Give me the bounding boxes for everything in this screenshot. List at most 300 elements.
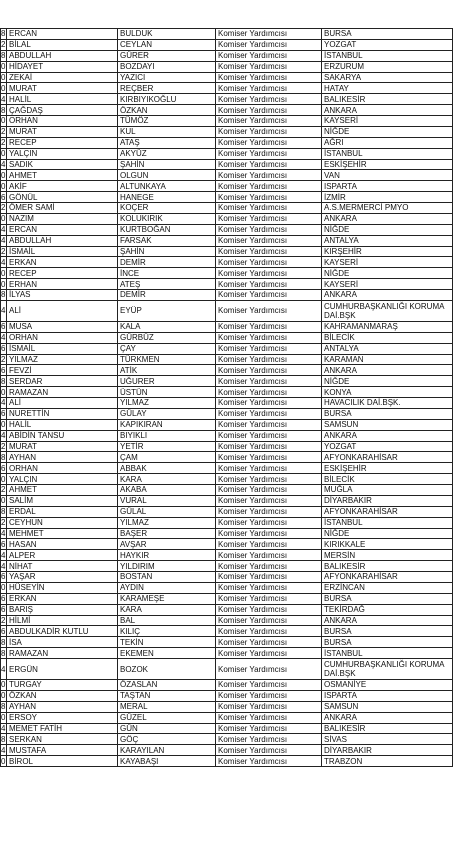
table-row — [1, 279, 453, 290]
table-row — [1, 572, 453, 583]
assignment-cell: ANKARA — [322, 290, 453, 301]
first-name-cell: MURAT — [7, 83, 118, 94]
assignment-cell: MUĞLA — [322, 485, 453, 496]
assignment-cell: ESKİŞEHİR — [322, 159, 453, 170]
table-row — [1, 615, 453, 626]
first-name-cell: ERSOY — [7, 712, 118, 723]
rank-cell: Komiser Yardımcısı — [216, 712, 322, 723]
assignment-cell: YOZGAT — [322, 441, 453, 452]
first-name-cell: ÇAĞDAŞ — [7, 105, 118, 116]
first-name-cell: TURGAY — [7, 680, 118, 691]
row-number-cell: 4 — [1, 94, 6, 104]
last-name-cell: TEKİN — [118, 637, 216, 648]
last-name-cell: HAYKIR — [118, 550, 216, 561]
last-name-cell: ÜSTÜN — [118, 387, 216, 398]
last-name-cell: ATİK — [118, 365, 216, 376]
rank-cell: Komiser Yardımcısı — [216, 648, 322, 659]
table-row — [1, 528, 453, 539]
last-name-cell: BAŞER — [118, 528, 216, 539]
row-number-cell: 0 — [1, 62, 6, 72]
last-name-cell: AVŞAR — [118, 539, 216, 550]
table-row — [1, 593, 453, 604]
rank-cell: Komiser Yardımcısı — [216, 354, 322, 365]
table-row — [1, 257, 453, 268]
row-number-cell: 2 — [1, 485, 6, 495]
first-name-cell: NİHAT — [7, 561, 118, 572]
row-number-cell: 8 — [1, 290, 6, 300]
table-row — [1, 61, 453, 72]
rank-cell: Komiser Yardımcısı — [216, 517, 322, 528]
rank-cell: Komiser Yardımcısı — [216, 105, 322, 116]
row-number-cell: 2 — [1, 354, 6, 364]
last-name-cell: UĞURER — [118, 376, 216, 387]
table-body — [1, 29, 453, 767]
assignment-cell: NİĞDE — [322, 224, 453, 235]
assignment-cell: ERZİNCAN — [322, 582, 453, 593]
table-row — [1, 29, 453, 40]
table-row — [1, 430, 453, 441]
assignment-cell: ISPARTA — [322, 690, 453, 701]
table-row — [1, 94, 453, 105]
table-row — [1, 105, 453, 116]
row-number-cell: 8 — [1, 376, 6, 386]
rank-cell: Komiser Yardımcısı — [216, 192, 322, 203]
rank-cell: Komiser Yardımcısı — [216, 734, 322, 745]
table-row — [1, 539, 453, 550]
first-name-cell: HİLMİ — [7, 615, 118, 626]
table-row — [1, 148, 453, 159]
table-row — [1, 517, 453, 528]
assignment-cell: BURSA — [322, 637, 453, 648]
first-name-cell: ABDULKADİR KUTLU — [7, 626, 118, 637]
row-number-cell: 8 — [1, 507, 6, 517]
assignment-cell: YOZGAT — [322, 39, 453, 50]
table-row — [1, 701, 453, 712]
rank-cell: Komiser Yardımcısı — [216, 365, 322, 376]
last-name-cell: YILMAZ — [118, 398, 216, 409]
first-name-cell: RAMAZAN — [7, 387, 118, 398]
row-number-cell: 0 — [1, 680, 6, 690]
assignment-cell: İSTANBUL — [322, 648, 453, 659]
first-name-cell: HALİL — [7, 419, 118, 430]
first-name-cell: HASAN — [7, 539, 118, 550]
last-name-cell: KOLUKIRIK — [118, 213, 216, 224]
rank-cell: Komiser Yardımcısı — [216, 203, 322, 214]
first-name-cell: NAZIM — [7, 213, 118, 224]
first-name-cell: AHMET — [7, 485, 118, 496]
first-name-cell: ALİ — [7, 300, 118, 321]
first-name-cell: SERDAR — [7, 376, 118, 387]
first-name-cell: AYHAN — [7, 701, 118, 712]
rank-cell: Komiser Yardımcısı — [216, 137, 322, 148]
rank-cell: Komiser Yardımcısı — [216, 94, 322, 105]
table-row — [1, 745, 453, 756]
rank-cell: Komiser Yardımcısı — [216, 756, 322, 767]
rank-cell: Komiser Yardımcısı — [216, 604, 322, 615]
assignment-cell: DİYARBAKIR — [322, 495, 453, 506]
assignment-cell: İSTANBUL — [322, 517, 453, 528]
assignment-cell: AFYONKARAHİSAR — [322, 572, 453, 583]
last-name-cell: GÜLAL — [118, 506, 216, 517]
table-row — [1, 159, 453, 170]
assignment-cell: SAKARYA — [322, 72, 453, 83]
row-number-cell: 6 — [1, 539, 6, 549]
assignment-cell: ANKARA — [322, 105, 453, 116]
last-name-cell: KURTBOĞAN — [118, 224, 216, 235]
assignment-cell: ANKARA — [322, 365, 453, 376]
table-row — [1, 712, 453, 723]
row-number-cell: 4 — [1, 723, 6, 733]
rank-cell: Komiser Yardımcısı — [216, 268, 322, 279]
row-number-cell: 0 — [1, 420, 6, 430]
last-name-cell: REÇBER — [118, 83, 216, 94]
assignment-cell: A.S.MERMERCİ PMYO — [322, 203, 453, 214]
first-name-cell: ÖZKAN — [7, 690, 118, 701]
table-row — [1, 321, 453, 332]
first-name-cell: AHMET — [7, 170, 118, 181]
row-number-cell: 2 — [1, 203, 6, 213]
rank-cell: Komiser Yardımcısı — [216, 72, 322, 83]
first-name-cell: İSA — [7, 637, 118, 648]
rank-cell: Komiser Yardımcısı — [216, 213, 322, 224]
table-row — [1, 680, 453, 691]
first-name-cell: MEMET FATİH — [7, 723, 118, 734]
rank-cell: Komiser Yardımcısı — [216, 332, 322, 343]
rank-cell: Komiser Yardımcısı — [216, 430, 322, 441]
assignment-cell: ANTALYA — [322, 343, 453, 354]
row-number-cell: 0 — [1, 713, 6, 723]
rank-cell: Komiser Yardımcısı — [216, 148, 322, 159]
last-name-cell: GÜN — [118, 723, 216, 734]
assignment-cell: BURSA — [322, 626, 453, 637]
assignment-cell: KIRŞEHİR — [322, 246, 453, 257]
row-number-cell: 6 — [1, 344, 6, 354]
rank-cell: Komiser Yardımcısı — [216, 463, 322, 474]
table-row — [1, 756, 453, 767]
last-name-cell: ABBAK — [118, 463, 216, 474]
row-number-cell: 6 — [1, 626, 6, 636]
table-row — [1, 723, 453, 734]
last-name-cell: GÜRBÜZ — [118, 332, 216, 343]
rank-cell: Komiser Yardımcısı — [216, 572, 322, 583]
first-name-cell: SALİM — [7, 495, 118, 506]
table-row — [1, 506, 453, 517]
last-name-cell: YILMAZ — [118, 517, 216, 528]
row-number-cell: 8 — [1, 637, 6, 647]
assignment-cell: ISPARTA — [322, 181, 453, 192]
row-number-cell: 4 — [1, 528, 6, 538]
assignment-cell: ESKİŞEHİR — [322, 463, 453, 474]
rank-cell: Komiser Yardımcısı — [216, 474, 322, 485]
first-name-cell: ZEKAİ — [7, 72, 118, 83]
assignment-cell: İSTANBUL — [322, 50, 453, 61]
row-number-cell: 0 — [1, 583, 6, 593]
last-name-cell: EYÜP — [118, 300, 216, 321]
table-row — [1, 290, 453, 301]
rank-cell: Komiser Yardımcısı — [216, 452, 322, 463]
row-number-cell: 6 — [1, 192, 6, 202]
row-number-cell: 0 — [1, 268, 6, 278]
last-name-cell: KARAYILAN — [118, 745, 216, 756]
assignment-cell: SİVAS — [322, 734, 453, 745]
rank-cell: Komiser Yardımcısı — [216, 637, 322, 648]
row-number-cell: 8 — [1, 51, 6, 61]
rank-cell: Komiser Yardımcısı — [216, 561, 322, 572]
last-name-cell: GÖÇ — [118, 734, 216, 745]
table-row — [1, 224, 453, 235]
assignment-cell: SAMSUN — [322, 701, 453, 712]
assignment-cell: KARAMAN — [322, 354, 453, 365]
assignment-cell: NİĞDE — [322, 376, 453, 387]
first-name-cell: İSMAİL — [7, 246, 118, 257]
last-name-cell: BOZDAYI — [118, 61, 216, 72]
rank-cell: Komiser Yardımcısı — [216, 39, 322, 50]
row-number-cell: 2 — [1, 615, 6, 625]
assignment-cell: TRABZON — [322, 756, 453, 767]
row-number-cell: 8 — [1, 105, 6, 115]
rank-cell: Komiser Yardımcısı — [216, 745, 322, 756]
rank-cell: Komiser Yardımcısı — [216, 506, 322, 517]
rank-cell: Komiser Yardımcısı — [216, 246, 322, 257]
rank-cell: Komiser Yardımcısı — [216, 615, 322, 626]
personnel-table — [0, 28, 453, 767]
rank-cell: Komiser Yardımcısı — [216, 257, 322, 268]
rank-cell: Komiser Yardımcısı — [216, 398, 322, 409]
row-number-cell: 8 — [1, 702, 6, 712]
assignment-cell: TEKİRDAĞ — [322, 604, 453, 615]
row-number-cell: 6 — [1, 594, 6, 604]
last-name-cell: AYDIN — [118, 582, 216, 593]
assignment-cell: KAYSERİ — [322, 257, 453, 268]
assignment-cell: AĞRI — [322, 137, 453, 148]
assignment-cell: CUMHURBAŞKANLIĞI KORUMA DAİ.BŞK — [322, 659, 453, 680]
table-row — [1, 419, 453, 430]
assignment-cell: AFYONKARAHİSAR — [322, 506, 453, 517]
last-name-cell: ŞAHİN — [118, 246, 216, 257]
assignment-cell: SAMSUN — [322, 419, 453, 430]
last-name-cell: FARSAK — [118, 235, 216, 246]
table-row — [1, 365, 453, 376]
last-name-cell: GÜRER — [118, 50, 216, 61]
first-name-cell: BARIŞ — [7, 604, 118, 615]
rank-cell: Komiser Yardımcısı — [216, 116, 322, 127]
first-name-cell: SADIK — [7, 159, 118, 170]
row-number-cell: 0 — [1, 756, 6, 766]
first-name-cell: ERGÜN — [7, 659, 118, 680]
rank-cell: Komiser Yardımcısı — [216, 550, 322, 561]
rank-cell: Komiser Yardımcısı — [216, 701, 322, 712]
table-row — [1, 550, 453, 561]
table-row — [1, 637, 453, 648]
assignment-cell: KAHRAMANMARAŞ — [322, 321, 453, 332]
rank-cell: Komiser Yardımcısı — [216, 83, 322, 94]
first-name-cell: ALİ — [7, 398, 118, 409]
first-name-cell: ERKAN — [7, 593, 118, 604]
row-number-cell: 8 — [1, 452, 6, 462]
assignment-cell: ERZURUM — [322, 61, 453, 72]
table-row — [1, 463, 453, 474]
row-number-cell: 0 — [1, 170, 6, 180]
table-row — [1, 354, 453, 365]
first-name-cell: ABDULLAH — [7, 235, 118, 246]
first-name-cell: YALÇIN — [7, 474, 118, 485]
table-row — [1, 203, 453, 214]
table-row — [1, 408, 453, 419]
table-row — [1, 50, 453, 61]
last-name-cell: EKEMEN — [118, 648, 216, 659]
rank-cell: Komiser Yardımcısı — [216, 723, 322, 734]
row-number-cell: 4 — [1, 236, 6, 246]
first-name-cell: FEVZİ — [7, 365, 118, 376]
assignment-cell: NİĞDE — [322, 268, 453, 279]
first-name-cell: MUSTAFA — [7, 745, 118, 756]
last-name-cell: ÇAY — [118, 343, 216, 354]
row-number-cell: 2 — [1, 127, 6, 137]
last-name-cell: BIYIKLI — [118, 430, 216, 441]
first-name-cell: ORHAN — [7, 463, 118, 474]
rank-cell: Komiser Yardımcısı — [216, 181, 322, 192]
table-row — [1, 268, 453, 279]
row-number-cell: 4 — [1, 398, 6, 408]
assignment-cell: HAVACILIK DAİ.BŞK. — [322, 398, 453, 409]
table-row — [1, 116, 453, 127]
row-number-cell: 6 — [1, 463, 6, 473]
assignment-cell: BALIKESİR — [322, 723, 453, 734]
first-name-cell: ÖMER SAMİ — [7, 203, 118, 214]
table-row — [1, 343, 453, 354]
first-name-cell: RAMAZAN — [7, 648, 118, 659]
table-row — [1, 126, 453, 137]
last-name-cell: ÖZASLAN — [118, 680, 216, 691]
rank-cell: Komiser Yardımcısı — [216, 321, 322, 332]
last-name-cell: TÜMÖZ — [118, 116, 216, 127]
rank-cell: Komiser Yardımcısı — [216, 61, 322, 72]
last-name-cell: GÜZEL — [118, 712, 216, 723]
assignment-cell: BURSA — [322, 593, 453, 604]
rank-cell: Komiser Yardımcısı — [216, 582, 322, 593]
last-name-cell: ATAŞ — [118, 137, 216, 148]
rank-cell: Komiser Yardımcısı — [216, 376, 322, 387]
first-name-cell: MEHMET — [7, 528, 118, 539]
table-row — [1, 452, 453, 463]
rank-cell: Komiser Yardımcısı — [216, 539, 322, 550]
assignment-cell: NİĞDE — [322, 528, 453, 539]
assignment-cell: MERSİN — [322, 550, 453, 561]
row-number-cell: 4 — [1, 159, 6, 169]
first-name-cell: ABİDİN TANSU — [7, 430, 118, 441]
table-row — [1, 398, 453, 409]
first-name-cell: AYHAN — [7, 452, 118, 463]
row-number-cell: 0 — [1, 279, 6, 289]
assignment-cell: DİYARBAKIR — [322, 745, 453, 756]
row-number-cell: 0 — [1, 116, 6, 126]
row-number-cell: 0 — [1, 72, 6, 82]
row-number-cell: 0 — [1, 387, 6, 397]
first-name-cell: HİDAYET — [7, 61, 118, 72]
last-name-cell: HANEGE — [118, 192, 216, 203]
last-name-cell: TAŞTAN — [118, 690, 216, 701]
table-row — [1, 137, 453, 148]
table-row — [1, 659, 453, 680]
row-number-cell: 0 — [1, 149, 6, 159]
last-name-cell: KARAMEŞE — [118, 593, 216, 604]
table-row — [1, 181, 453, 192]
last-name-cell: KUL — [118, 126, 216, 137]
row-number-cell: 0 — [1, 83, 6, 93]
row-number-cell: 8 — [1, 648, 6, 658]
last-name-cell: BULDUK — [118, 29, 216, 40]
table-row — [1, 582, 453, 593]
last-name-cell: AKYÜZ — [118, 148, 216, 159]
rank-cell: Komiser Yardımcısı — [216, 593, 322, 604]
first-name-cell: BİROL — [7, 756, 118, 767]
table-row — [1, 170, 453, 181]
table-row — [1, 83, 453, 94]
rank-cell: Komiser Yardımcısı — [216, 659, 322, 680]
last-name-cell: TÜRKMEN — [118, 354, 216, 365]
first-name-cell: ORHAN — [7, 116, 118, 127]
rank-cell: Komiser Yardımcısı — [216, 690, 322, 701]
assignment-cell: BİLECİK — [322, 332, 453, 343]
row-number-cell: 6 — [1, 322, 6, 332]
first-name-cell: RECEP — [7, 137, 118, 148]
row-number-cell: 2 — [1, 246, 6, 256]
first-name-cell: MURAT — [7, 441, 118, 452]
first-name-cell: GÖNÜL — [7, 192, 118, 203]
row-number-cell: 4 — [1, 659, 7, 680]
last-name-cell: KIRBIYIKOĞLU — [118, 94, 216, 105]
rank-cell: Komiser Yardımcısı — [216, 235, 322, 246]
table-row — [1, 441, 453, 452]
first-name-cell: ABDULLAH — [7, 50, 118, 61]
last-name-cell: İNCE — [118, 268, 216, 279]
rank-cell: Komiser Yardımcısı — [216, 159, 322, 170]
row-number-cell: 6 — [1, 605, 6, 615]
assignment-cell: KONYA — [322, 387, 453, 398]
last-name-cell: VURAL — [118, 495, 216, 506]
row-number-cell: 4 — [1, 333, 6, 343]
row-number-cell: 2 — [1, 441, 6, 451]
assignment-cell: ANKARA — [322, 430, 453, 441]
row-number-cell: 0 — [1, 496, 6, 506]
table-row — [1, 485, 453, 496]
rank-cell: Komiser Yardımcısı — [216, 626, 322, 637]
first-name-cell: ERDAL — [7, 506, 118, 517]
table-row — [1, 690, 453, 701]
first-name-cell: YILMAZ — [7, 354, 118, 365]
last-name-cell: ŞAHİN — [118, 159, 216, 170]
last-name-cell: DEMİR — [118, 257, 216, 268]
last-name-cell: YILDIRIM — [118, 561, 216, 572]
assignment-cell: ANKARA — [322, 615, 453, 626]
last-name-cell: KARA — [118, 604, 216, 615]
first-name-cell: BİLAL — [7, 39, 118, 50]
last-name-cell: KALA — [118, 321, 216, 332]
last-name-cell: GÜLAY — [118, 408, 216, 419]
row-number-cell: 4 — [1, 431, 6, 441]
rank-cell: Komiser Yardımcısı — [216, 419, 322, 430]
row-number-cell: 0 — [1, 691, 6, 701]
row-number-cell: 4 — [1, 745, 6, 755]
rank-cell: Komiser Yardımcısı — [216, 441, 322, 452]
last-name-cell: BOSTAN — [118, 572, 216, 583]
rank-cell: Komiser Yardımcısı — [216, 495, 322, 506]
first-name-cell: ERHAN — [7, 279, 118, 290]
last-name-cell: KILIÇ — [118, 626, 216, 637]
rank-cell: Komiser Yardımcısı — [216, 279, 322, 290]
first-name-cell: HÜSEYİN — [7, 582, 118, 593]
rank-cell: Komiser Yardımcısı — [216, 680, 322, 691]
